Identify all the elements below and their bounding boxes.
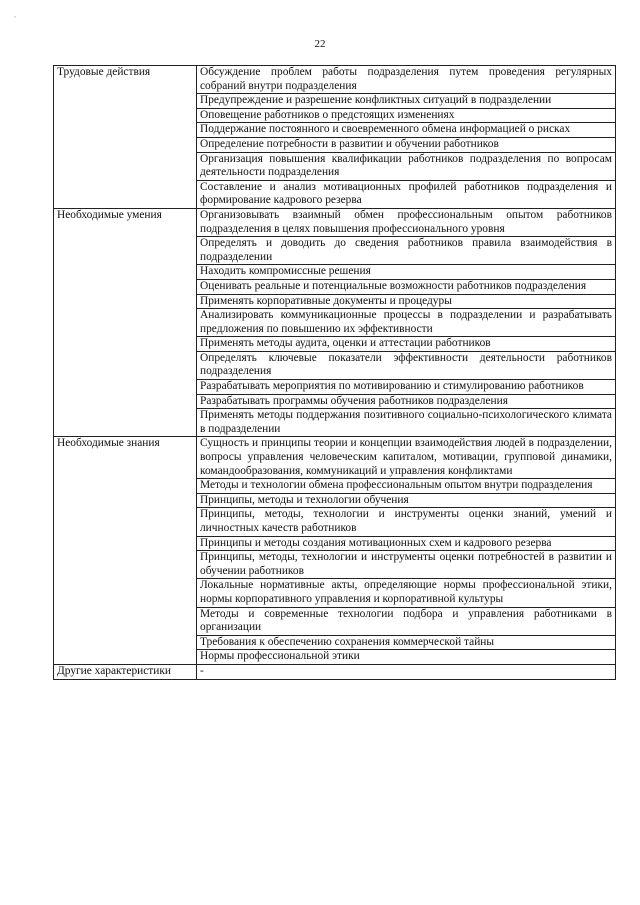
section-item: Анализировать коммуникационные процессы в подразделении и разрабатывать предложения по повышению их эффективности xyxy=(197,309,616,337)
section-item: Принципы и методы создания мотивационных схем и кадрового резерва xyxy=(197,536,616,551)
table-row xyxy=(54,437,616,479)
requirements-table xyxy=(53,65,616,680)
section-label: Другие характеристики xyxy=(54,664,197,679)
corner-mark: ‘ xyxy=(14,16,16,22)
section-item: Определять и доводить до сведения работников правила взаимодействия в подразделении xyxy=(197,237,616,265)
section-item: Составление и анализ мотивационных профилей работников подразделения и формирование кадрового резерва xyxy=(197,180,616,208)
section-item: Локальные нормативные акты, определяющие нормы профессиональной этики, нормы корпоративного управления и корпоративной культуры xyxy=(197,579,616,607)
section-item: Организация повышения квалификации работников подразделения по вопросам деятельности подразделения xyxy=(197,152,616,180)
section-label: Трудовые действия xyxy=(54,66,197,209)
section-item: Определять ключевые показатели эффективности деятельности работников подразделения xyxy=(197,351,616,379)
section-item: Определение потребности в развитии и обучении работников xyxy=(197,137,616,152)
section-item: Принципы, методы, технологии и инструменты оценки знаний, умений и личностных качеств работников xyxy=(197,508,616,536)
section-item: Требования к обеспечению сохранения коммерческой тайны xyxy=(197,635,616,650)
section-item: Разрабатывать программы обучения работников подразделения xyxy=(197,394,616,409)
section-label: Необходимые умения xyxy=(54,208,197,437)
table-row xyxy=(54,66,616,94)
section-item: Методы и технологии обмена профессиональным опытом внутри подразделения xyxy=(197,479,616,494)
section-item: Поддержание постоянного и своевременного обмена информацией о рисках xyxy=(197,123,616,138)
section-item: Применять методы аудита, оценки и аттестации работников xyxy=(197,337,616,352)
section-item: Применять корпоративные документы и процедуры xyxy=(197,294,616,309)
page-number: 22 xyxy=(314,38,326,50)
section-item: - xyxy=(197,664,616,679)
section-item: Оповещение работников о предстоящих изменениях xyxy=(197,108,616,123)
section-item: Нормы профессиональной этики xyxy=(197,650,616,665)
section-item: Находить компромиссные решения xyxy=(197,265,616,280)
section-label: Необходимые знания xyxy=(54,437,197,665)
section-item: Принципы, методы, технологии и инструменты оценки потребностей в развитии и обучении работников xyxy=(197,551,616,579)
section-item: Предупреждение и разрешение конфликтных ситуаций в подразделении xyxy=(197,94,616,109)
section-item: Разрабатывать мероприятия по мотивированию и стимулированию работников xyxy=(197,380,616,395)
requirements-table-body xyxy=(54,66,616,680)
section-item: Оценивать реальные и потенциальные возможности работников подразделения xyxy=(197,279,616,294)
section-item: Методы и современные технологии подбора и управления работниками в организации xyxy=(197,607,616,635)
section-item: Организовывать взаимный обмен профессиональным опытом работников подразделения в целях повышения профессионального уровня xyxy=(197,208,616,236)
section-item: Принципы, методы и технологии обучения xyxy=(197,493,616,508)
section-item: Обсуждение проблем работы подразделения путем проведения регулярных собраний внутри подразделения xyxy=(197,66,616,94)
section-item: Сущность и принципы теории и концепции взаимодействия людей в подразделении, вопросы управления человеческим капиталом, мотивации, групповой динамики, командообразования, коммуникаций и управления конфликтами xyxy=(197,437,616,479)
table-row xyxy=(54,664,616,679)
table-row xyxy=(54,208,616,236)
section-item: Применять методы поддержания позитивного социально-психологического климата в подразделении xyxy=(197,409,616,437)
